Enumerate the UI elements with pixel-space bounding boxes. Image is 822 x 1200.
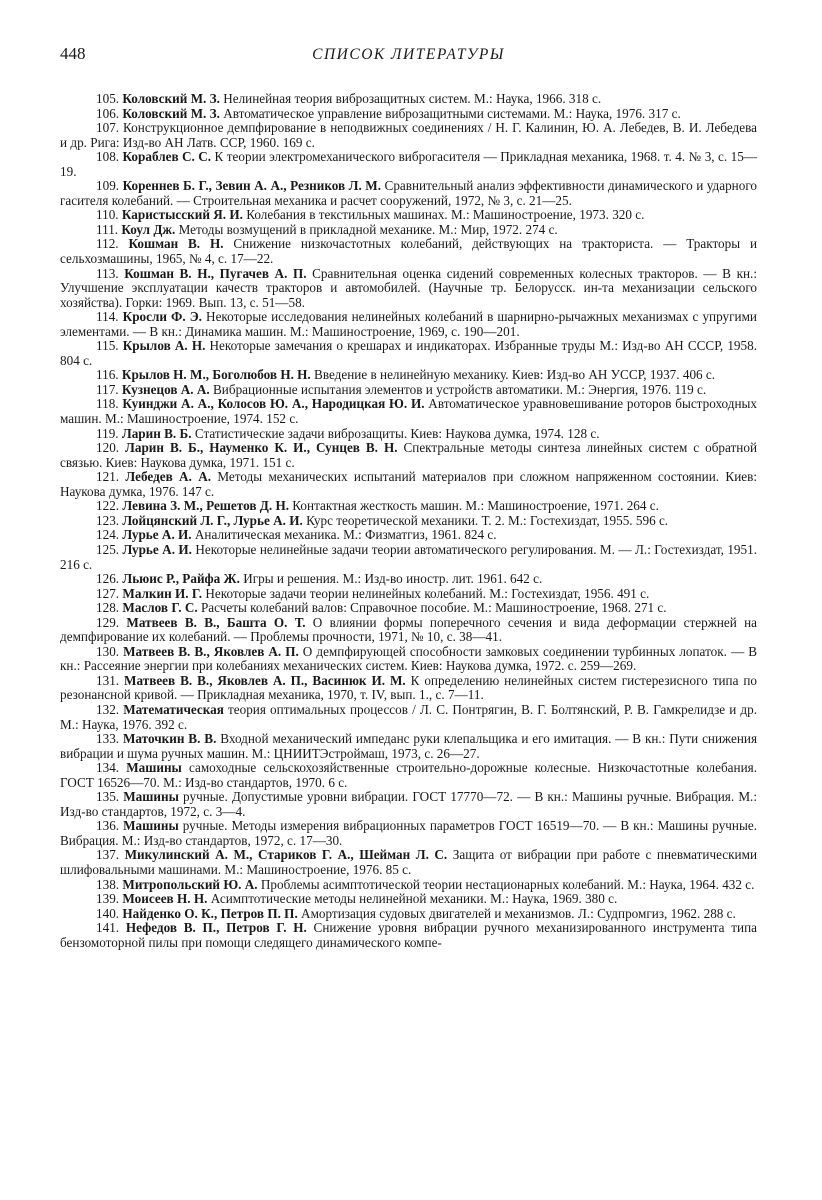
reference-authors: Каристысский Я. И. xyxy=(121,207,243,223)
reference-text: Методы механических испытаний материалов при сложном напряженном состоянии. Киев: Наукова думка, 1976. 147 с. xyxy=(60,469,758,499)
reference-number: 131. xyxy=(96,672,120,688)
reference-number: 106. xyxy=(96,105,120,121)
reference-authors: Кузнецов А. А. xyxy=(121,381,210,397)
reference-entry xyxy=(60,761,757,790)
reference-text: Сравнительный анализ эффективности динамического и ударного гасителя колебаний. — Строительная механика и расчет сооружений, 1972, № 3, с. 21—25. xyxy=(60,178,757,208)
reference-text: Нелинейная теория виброзащитных систем. М.: Наука, 1966. 318 с. xyxy=(219,91,602,106)
reference-text: Аналитическая механика. М.: Физматгиз, 1961. 824 с. xyxy=(191,527,497,543)
reference-number: 111. xyxy=(96,221,119,237)
reference-authors: Матвеев В. В., Яковлев А. П. xyxy=(123,643,299,659)
reference-authors: Коловский М. З. xyxy=(122,105,220,121)
reference-number: 140. xyxy=(96,905,120,921)
reference-authors: Нефедов В. П., Петров Г. Н. xyxy=(125,920,307,936)
reference-authors: Маслов Г. С. xyxy=(122,600,198,616)
reference-number: 120. xyxy=(96,440,120,456)
reference-entry xyxy=(60,848,757,877)
reference-authors: Кошман В. Н., Пугачев А. П. xyxy=(124,265,307,281)
reference-number: 117. xyxy=(96,381,119,397)
reference-text: Снижение уровня вибрации ручного механизированного инструмента типа бензомоторной пилы при помощи следящего динамического компе- xyxy=(60,920,757,950)
reference-number: 127. xyxy=(96,585,120,601)
reference-authors: Матвеев В. В., Яковлев А. П., Васинюк И. М. xyxy=(124,672,406,688)
reference-number: 134. xyxy=(96,760,120,776)
reference-authors: Кораблев С. С. xyxy=(122,149,212,165)
reference-entry xyxy=(60,383,757,398)
reference-number: 129. xyxy=(96,614,120,630)
reference-text: Методы возмущений в прикладной механике. М.: Мир, 1972. 274 с. xyxy=(175,221,558,237)
reference-authors: Матвеев В. В., Башта О. Т. xyxy=(126,614,306,630)
reference-number: 141. xyxy=(96,920,120,936)
reference-list xyxy=(60,92,757,950)
reference-entry xyxy=(60,921,757,950)
reference-number: 118. xyxy=(96,396,119,412)
reference-entry xyxy=(60,223,757,238)
reference-entry xyxy=(60,441,757,470)
reference-authors: Льюис Р., Райфа Ж. xyxy=(122,571,240,587)
reference-authors: Ларин В. Б., Науменко К. И., Сунцев В. Н. xyxy=(125,440,398,456)
reference-number: 107. xyxy=(96,120,120,136)
reference-number: 105. xyxy=(96,91,120,106)
reference-entry xyxy=(60,528,757,543)
reference-number: 113. xyxy=(96,265,119,281)
reference-entry xyxy=(60,267,757,311)
reference-authors: Лурье А. И. xyxy=(122,541,192,557)
reference-entry xyxy=(60,790,757,819)
reference-entry xyxy=(60,572,757,587)
reference-authors: Левина З. М., Решетов Д. Н. xyxy=(122,498,289,514)
reference-number: 114. xyxy=(96,309,119,325)
reference-text: Вибрационные испытания элементов и устройств автоматики. М.: Энергия, 1976. 119 с. xyxy=(209,381,707,397)
reference-entry xyxy=(60,587,757,602)
reference-entry xyxy=(60,121,757,150)
reference-number: 121. xyxy=(96,469,120,485)
reference-entry xyxy=(60,208,757,223)
reference-entry xyxy=(60,819,757,848)
reference-entry xyxy=(60,470,757,499)
reference-authors: Микулинский А. М., Стариков Г. А., Шейман Л. С. xyxy=(124,847,448,863)
reference-text: Конструкционное демпфирование в неподвижных соединениях / Н. Г. Калинин, Ю. А. Лебедев, В. И. Лебедева и др. Рига: Изд-во АН Латв. ССР, 1960. 169 с. xyxy=(60,120,757,150)
reference-authors: Моисеев Н. Н. xyxy=(122,891,208,907)
reference-text: теория оптимальных процессов / Л. С. Понтрягин, В. Г. Болтянский, Р. В. Гамкрелидзе и др. М.: Наука, 1976. 392 с. xyxy=(60,701,758,732)
reference-text: Колебания в текстильных машинах. М.: Машиностроение, 1973. 320 с. xyxy=(242,207,645,223)
reference-authors: Кросли Ф. Э. xyxy=(122,309,202,325)
reference-text: О влиянии формы поперечного сечения и вида деформации стержней на демпфирование их колебаний. — Проблемы прочности, 1971, № 10, с. 38—41. xyxy=(60,614,758,645)
reference-number: 112. xyxy=(96,236,119,252)
reference-entry xyxy=(60,179,757,208)
reference-text: Сравнительная оценка сидений современных колесных тракторов. — В кн.: Улучшение эксплуатации качеств тракторов и автомобилей. (Научные тр. Белорусск. ин-та механизации сельского хозяйства). Горки: 1969. Вып. 13, с. 51—58. xyxy=(60,265,758,310)
reference-number: 138. xyxy=(96,876,120,892)
reference-entry xyxy=(60,543,757,572)
reference-authors: Лебедев А. А. xyxy=(125,469,212,485)
reference-entry xyxy=(60,892,757,907)
reference-authors: Малкин И. Г. xyxy=(122,585,203,601)
reference-number: 110. xyxy=(96,207,119,223)
reference-text: К определению нелинейных систем гистерезисного типа по резонансной кривой. — Прикладная механика, 1970, т. IV, вып. 1., с. 7—11. xyxy=(60,672,758,703)
reference-entry xyxy=(60,92,757,107)
reference-text: Проблемы асимптотической теории нестационарных колебаний. М.: Наука, 1964. 432 с. xyxy=(257,876,755,892)
reference-authors: Коул Дж. xyxy=(121,221,176,237)
reference-authors: Машины xyxy=(126,760,182,776)
reference-entry xyxy=(60,150,757,179)
reference-text: ручные. Допустимые уровни вибрации. ГОСТ 17770—72. — В кн.: Машины ручные. Вибрация. М.: Изд-во стандартов, 1972, с. 3—4. xyxy=(60,789,758,819)
reference-text: Курс теоретической механики. Т. 2. М.: Гостехиздат, 1955. 596 с. xyxy=(302,512,669,528)
reference-entry xyxy=(60,674,757,703)
reference-number: 126. xyxy=(96,571,120,587)
reference-entry xyxy=(60,237,757,266)
reference-text: Статистические задачи виброзащиты. Киев: Наукова думка, 1974. 128 с. xyxy=(191,425,600,441)
book-page xyxy=(60,44,757,1184)
reference-entry xyxy=(60,339,757,368)
reference-text: Некоторые замечания о крешарах и индикаторах. Избранные труды М.: Изд-во АН СССР, 1958. 804 с. xyxy=(60,338,757,368)
reference-number: 135. xyxy=(96,789,120,805)
running-title: СПИСОК ЛИТЕРАТУРЫ xyxy=(312,46,505,63)
reference-entry xyxy=(60,703,757,732)
reference-authors: Крылов А. Н. xyxy=(122,338,206,354)
reference-number: 119. xyxy=(96,425,119,441)
reference-authors: Кошман В. Н. xyxy=(128,236,224,252)
reference-entry xyxy=(60,499,757,514)
reference-entry xyxy=(60,616,757,645)
reference-authors: Кореннев Б. Г., Зевин А. А., Резников Л. М. xyxy=(122,178,382,194)
reference-number: 115. xyxy=(96,338,119,354)
reference-text: О демпфирующей способности замковых соединении турбинных лопаток. — В кн.: Рассеяние энергии при колебаниях механических систем. Киев: Наукова думка, 1972. с. 259—269. xyxy=(60,643,757,674)
reference-number: 128. xyxy=(96,600,120,616)
reference-text: Амортизация судовых двигателей и механизмов. Л.: Судпромгиз, 1962. 288 с. xyxy=(297,905,736,921)
reference-authors: Машины xyxy=(123,818,179,834)
reference-text: К теории электромеханического виброгасителя — Прикладная механика, 1968. т. 4. № 3, с. 15—19. xyxy=(60,149,757,179)
reference-entry xyxy=(60,907,757,922)
page-number: 448 xyxy=(60,44,86,63)
reference-text: Входной механический импеданс руки клепальщика и его имитация. — В кн.: Пути снижения вибрации и шума ручных машин. М.: ЦНИИТЭстроймаш, 1973, с. 26—27. xyxy=(60,731,758,761)
reference-entry xyxy=(60,427,757,442)
reference-entry xyxy=(60,732,757,761)
reference-number: 109. xyxy=(96,178,120,194)
reference-text: Асимптотические методы нелинейной механики. М.: Наука, 1969. 380 с. xyxy=(207,891,618,907)
reference-text: Контактная жесткость машин. М.: Машиностроение, 1971. 264 с. xyxy=(289,498,659,514)
reference-text: ручные. Методы измерения вибрационных параметров ГОСТ 16519—70. — В кн.: Машины ручные. Вибрация. М.: Изд-во стандартов, 1972, с. 17—30. xyxy=(60,818,757,848)
reference-authors: Математическая xyxy=(123,701,224,717)
reference-text: Снижение низкочастотных колебаний, действующих на тракториста. — Тракторы и сельхозмашины, 1965, № 4, с. 17—22. xyxy=(60,236,758,267)
reference-text: Автоматическое уравновешивание роторов быстроходных машин. М.: Машиностроение, 1974. 152 с. xyxy=(60,396,757,427)
reference-authors: Митропольский Ю. А. xyxy=(122,876,258,892)
reference-authors: Найденко О. К., Петров П. П. xyxy=(122,905,298,921)
reference-authors: Крылов Н. М., Боголюбов Н. Н. xyxy=(121,367,311,383)
reference-number: 124. xyxy=(96,527,120,543)
reference-authors: Машины xyxy=(123,789,179,805)
reference-text: самоходные сельскохозяйственные строительно-дорожные колесные. Низкочастотные колебания. ГОСТ 16526—70. М.: Изд-во стандартов, 1970. 6 с. xyxy=(60,760,758,790)
reference-text: Автоматическое управление виброзащитными системами. М.: Наука, 1976. 317 с. xyxy=(219,105,681,121)
reference-text: Игры и решения. М.: Изд-во иностр. лит. 1961. 642 с. xyxy=(239,571,543,587)
page-header xyxy=(60,44,757,74)
reference-authors: Маточкин В. В. xyxy=(122,731,217,747)
reference-entry xyxy=(60,397,757,426)
reference-number: 116. xyxy=(96,367,119,383)
reference-text: Спектральные методы синтеза линейных систем с обратной связью. Киев: Наукова думка, 1971. 151 с. xyxy=(60,440,758,470)
reference-text: Расчеты колебаний валов: Справочное пособие. М.: Машиностроение, 1968. 271 с. xyxy=(197,600,667,616)
reference-text: Защита от вибрации при работе с пневматическими шлифовальными машинами. М.: Машиностроение, 1976. 85 с. xyxy=(60,847,757,877)
reference-text: Некоторые нелинейные задачи теории автоматического регулирования. М. — Л.: Гостехиздат, 1951. 216 с. xyxy=(60,541,757,572)
reference-entry xyxy=(60,601,757,616)
reference-entry xyxy=(60,368,757,383)
reference-text: Некоторые исследования нелинейных колебаний в шарнирно-рычажных механизмах с упругими элементами. — В кн.: Динамика машин. М.: Машиностроение, 1969, с. 190—201. xyxy=(60,309,757,339)
reference-authors: Ларин В. Б. xyxy=(121,425,192,441)
reference-text: Некоторые задачи теории нелинейных колебаний. М.: Гостехиздат, 1956. 491 с. xyxy=(202,585,650,601)
reference-number: 132. xyxy=(96,701,120,717)
reference-number: 123. xyxy=(96,512,120,528)
reference-number: 136. xyxy=(96,818,120,834)
reference-text: Введение в нелинейную механику. Киев: Изд-во АН УССР, 1937. 406 с. xyxy=(310,367,716,383)
reference-number: 122. xyxy=(96,498,120,514)
reference-authors: Лойцянский Л. Г., Лурье А. И. xyxy=(122,512,303,528)
reference-entry xyxy=(60,107,757,122)
reference-entry xyxy=(60,514,757,529)
reference-authors: Лурье А. И. xyxy=(122,527,192,543)
reference-entry xyxy=(60,645,757,674)
reference-number: 137. xyxy=(96,847,120,863)
reference-number: 108. xyxy=(96,149,120,165)
reference-number: 133. xyxy=(96,731,120,747)
reference-authors: Коловский М. З. xyxy=(122,91,220,106)
reference-number: 139. xyxy=(96,891,120,907)
reference-number: 130. xyxy=(96,643,120,659)
reference-number: 125. xyxy=(96,541,120,557)
reference-entry xyxy=(60,310,757,339)
reference-authors: Куинджи А. А., Колосов Ю. А., Народицкая Ю. И. xyxy=(122,396,425,412)
reference-entry xyxy=(60,878,757,893)
